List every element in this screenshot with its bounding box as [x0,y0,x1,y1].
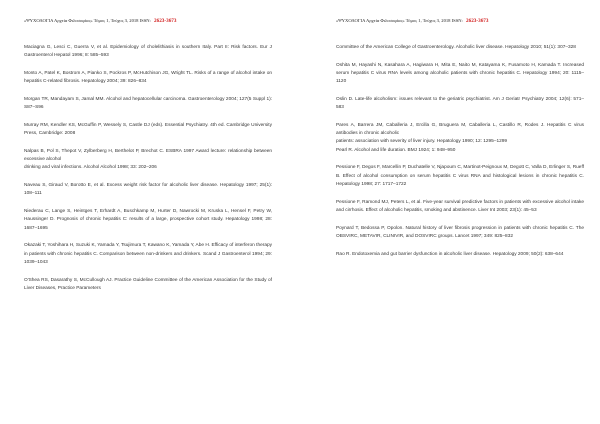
reference-text: Niederau C, Lange S, Heintges T, Erhardt A, Buschkamp M, Hurter D, Nawrocki M, Kruska L, Hensel F, Petry W, Haussinger D. Prognosis of chronic hepatitis C: results of a large, prospective cohort study. Hepatology 1998; 28: 1687–1695 [24,209,272,231]
reference-entry [336,44,584,52]
reference-text: Poynard T, Bedossa P, Opolon. Natural history of liver fibrosis progression in patients with chronic hepatitis C. The OBSVIRC, METAVIR, CLINIVIR, and DOSVIRC groups. Lancet 1997; 349: 825–832 [336,225,584,239]
issn-number: 2623-3673 [154,18,177,24]
reference-entry [336,62,584,87]
reference-list [24,44,272,293]
reference-entry [24,122,272,138]
reference-text: patients: association with severity of liver injury. Hepatology 1990; 12: 1295–1299 [336,139,508,145]
reference-entry [24,277,272,293]
left-column [24,17,272,303]
reference-entry [336,122,584,155]
reference-text: Pares A, Barrera JM, Caballeria J, Ercilla G, Bruguera M, Caballeria L, Castillo R, Rodes J. Hepatitis C virus antibodies in chronic alcoholic [336,123,584,137]
reference-entry [24,70,272,86]
reference-entry [336,96,584,112]
journal-info: «ΨΥΧΟΛΟΓΙΑ Αρχεία Φιλοσοφίας» Τόμος 1, Τεύχος 3, 2018 ISSN: [24,18,151,23]
reference-text: Rao R. Endotoxemia and gut barrier dysfunction in alcoholic liver disease. Hepatology 2009; 50(2): 638–644 [336,251,564,257]
issn-number: 2623-3673 [466,18,489,24]
reference-entry [336,199,584,215]
reference-entry [24,242,272,267]
running-header [336,17,584,25]
reference-text: Okazaki T, Yoshihara H, Suzuki K, Yamada Y, Tsujimura T, Kawano K, Yamada Y, Abe H. Efficacy of interferon therapy in patients with chronic hepatitis C. Comparison between non-drinkers and drinkers. Scand J Gastroenterol 1994; 29: 1039–1043 [24,243,272,265]
reference-text: Morgan TR, Mandayam S, Jamal MM. Alcohol and hepatocellular carcinoma. Gastroenterology 2004; 127(5 Suppl 1): S87–S96 [24,97,272,111]
right-column [336,17,584,268]
reference-entry [24,96,272,112]
reference-text: O'Shea RS, Dasarathy S, McCullough AJ. Practice Guideline Committee of the American Association for the Study of Liver Diseases, Practice Parameters [24,277,272,291]
reference-text: Maciagna G, Lesci C, Guerra V, et al. Epidemiology of cholelithiasis in southern Italy. Part II: Risk factors. Eur J Gastroenterol Hepatol 1996; 8: 585–593 [24,45,272,59]
reference-text: drinking and viral infections. Alcohol Alcohol 1998; 33: 202–206 [24,165,157,171]
reference-text: Nalpas B, Pol S, Thepot V, Zylberberg H, Berthelot P, Brechot C. ESBRA 1997 Award lecture: relationship between excessive alcohol [24,149,272,163]
reference-text: Pearl R. Alcohol and life duration. BMJ 1924; 1: 948–950 [336,147,456,153]
reference-entry [336,225,584,241]
journal-info: «ΨΥΧΟΛΟΓΙΑ Αρχεία Φιλοσοφίας» Τόμος 1, Τεύχος 3, 2018 ISSN: [336,18,463,23]
running-header [24,17,272,25]
reference-entry [24,148,272,173]
reference-text: Pessione F, Ramond MJ, Peters L, et al. Five-year survival predictive factors in patients with excessive alcohol intake and cirrhosis. Effect of alcoholic hepatitis, smoking and abstinence. Liver Int 2003; 23(1): 45–53 [336,199,584,213]
reference-text: Monto A, Patel K, Bostrom A, Pianko S, Pockros P, McHutchison JG, Wright TL. Risks of a range of alcohol intake on hepatitis C-related fibrosis. Hepatology 2004; 39: 826–834 [24,71,272,85]
reference-entry [24,182,272,198]
reference-entry [24,208,272,233]
reference-entry [336,251,584,259]
reference-text: Naveau S, Giraud V, Borotto E, et al. Excess weight risk factor for alcoholic liver disease. Hepatology 1997; 25(1): 108–111 [24,183,272,197]
reference-text: Murray RM, Kendler KS, McGuffin P, Wessely S, Castle DJ (eds). Essential Psychiatry. 4th ed. Cambridge University Press, Cambridge: 2008 [24,123,272,137]
reference-text: Oslin D. Late-life alcoholism: issues relevant to the geriatric psychiatrist. Am J Geriatr Psychiatry 2004; 12(6): 571–583 [336,97,584,111]
reference-list [336,44,584,259]
reference-text: Pessione F, Degos F, Marcellin P, Duchatelle V, Njapoum C, Martinot-Peignoux M, Degott C, Valla D, Erlinger S, Rueff B. Effect of alcohol consumption on serum hepatitis C virus RNA and histological lesions in chronic hepatitis C. Hepatology 1998; 27: 1717–1722 [336,165,584,187]
reference-entry [24,44,272,60]
reference-entry [336,164,584,189]
reference-text: Oshita M, Hayashi N, Kasahara A, Hagiwara H, Mita E, Naito M, Katayama K, Fusamoto H, Kamada T. Increased serum hepatitis C virus RNA levels among alcoholic patients with chronic hepatitis C. Hepatology 1994; 20: 1115–1120 [336,62,584,85]
reference-text: Committee of the American College of Gastroenterology. Alcoholic liver disease. Hepatology 2010; 51(1): 307–328 [336,45,576,50]
